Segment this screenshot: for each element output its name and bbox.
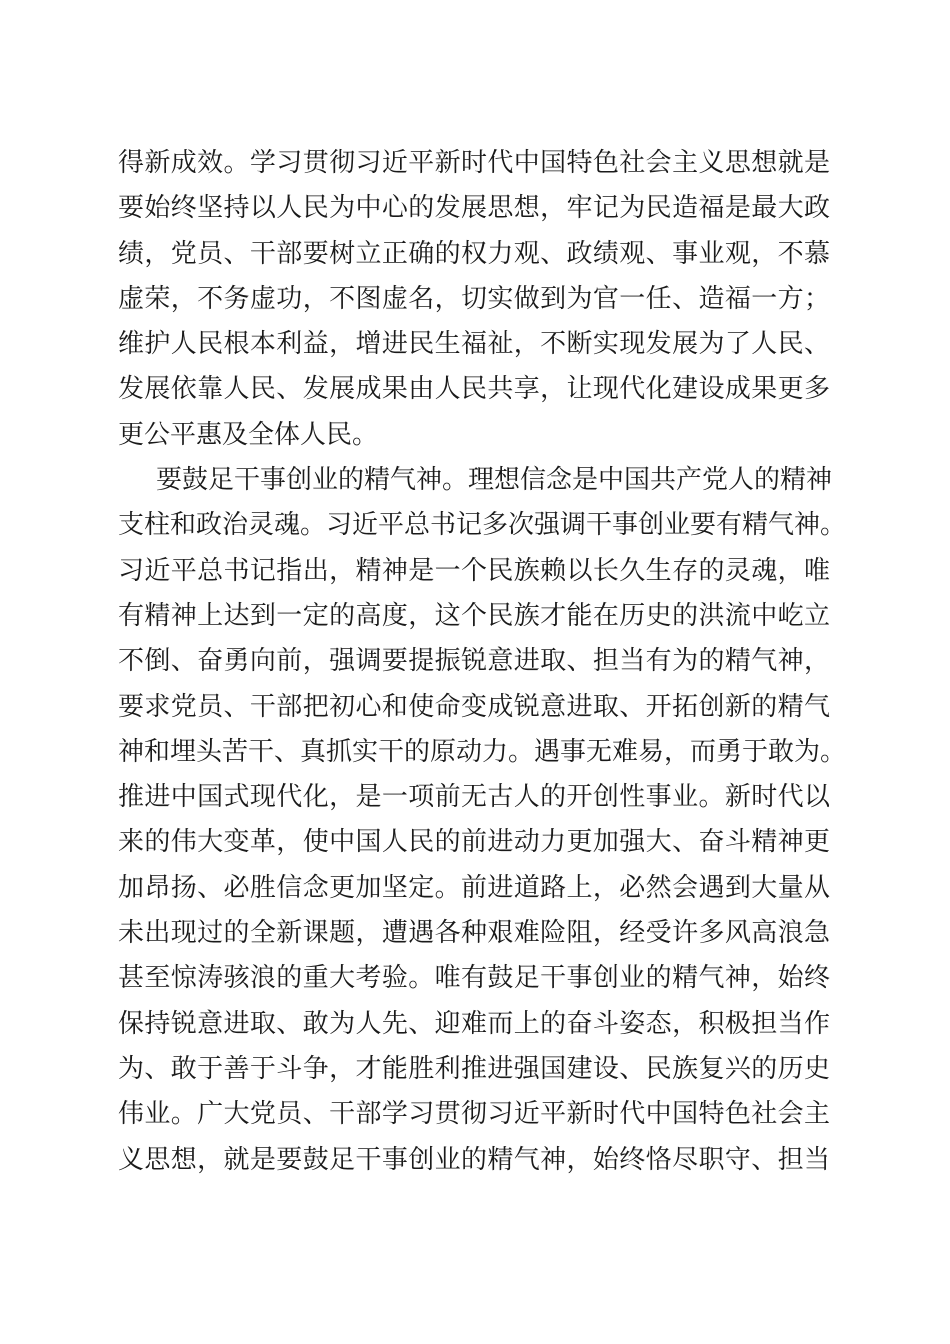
text-line: 要求党员、干部把初心和使命变成锐意进取、开拓创新的精气	[118, 691, 830, 722]
text-line: 来的伟大变革，使中国人民的前进动力更加强大、奋斗精神更	[118, 827, 830, 858]
text-line: 维护人民根本利益，增进民生福祉，不断实现发展为了人民、	[118, 329, 830, 360]
text-line: 加昂扬、必胜信念更加坚定。前进道路上，必然会遇到大量从	[118, 872, 830, 903]
text-line: 推进中国式现代化，是一项前无古人的开创性事业。新时代以	[118, 782, 830, 813]
text-line: 更公平惠及全体人民。	[118, 419, 379, 450]
text-line: 保持锐意进取、敢为人先、迎难而上的奋斗姿态，积极担当作	[118, 1008, 830, 1039]
text-line: 绩，党员、干部要树立正确的权力观、政绩观、事业观，不慕	[118, 238, 830, 269]
text-line: 为、敢于善于斗争，才能胜利推进强国建设、民族复兴的历史	[118, 1053, 830, 1084]
text-line: 神和埋头苦干、真抓实干的原动力。遇事无难易，而勇于敢为。	[118, 736, 847, 767]
text-line: 发展依靠人民、发展成果由人民共享，让现代化建设成果更多	[118, 374, 830, 405]
text-line: 甚至惊涛骇浪的重大考验。唯有鼓足干事创业的精气神，始终	[118, 963, 830, 994]
text-line: 不倒、奋勇向前，强调要提振锐意进取、担当有为的精气神，	[118, 646, 830, 677]
text-line: 要鼓足干事创业的精气神。理想信念是中国共产党人的精神	[156, 465, 833, 496]
text-line: 虚荣，不务虚功，不图虚名，切实做到为官一任、造福一方；	[118, 283, 830, 314]
text-line: 伟业。广大党员、干部学习贯彻习近平新时代中国特色社会主	[118, 1099, 830, 1130]
text-line: 要始终坚持以人民为中心的发展思想，牢记为民造福是最大政	[118, 193, 830, 224]
text-line	[118, 1183, 830, 1228]
text-line: 义思想，就是要鼓足干事创业的精气神，始终恪尽职守、担当	[118, 1144, 830, 1175]
text-line: 习近平总书记指出，精神是一个民族赖以长久生存的灵魂，唯	[118, 555, 830, 586]
body-text	[118, 141, 847, 1228]
text-line: 得新成效。学习贯彻习近平新时代中国特色社会主义思想就是	[118, 148, 830, 178]
text-line: 未出现过的全新课题，遭遇各种艰难险阻，经受许多风高浪急	[118, 918, 830, 949]
text-line: 支柱和政治灵魂。习近平总书记多次强调干事创业要有精气神。	[118, 510, 847, 541]
text-line: 有精神上达到一定的高度，这个民族才能在历史的洪流中屹立	[118, 600, 830, 631]
